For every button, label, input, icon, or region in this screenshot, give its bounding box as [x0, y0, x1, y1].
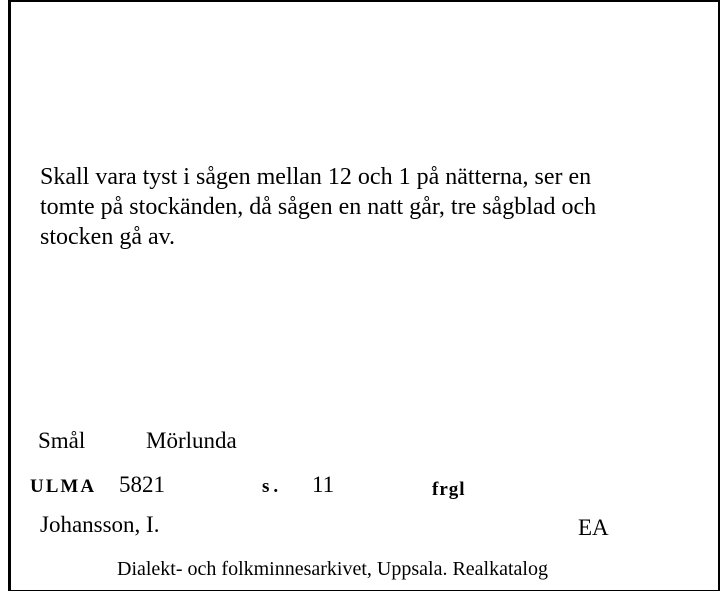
card-body-text [40, 162, 700, 252]
collector-name: Johansson, I. [40, 512, 160, 537]
page-number: 11 [312, 472, 335, 497]
body-line-2: tomte på stockänden, då sågen en natt går, tre sågblad och [40, 194, 597, 220]
archive-code: ULMA [30, 476, 97, 497]
body-line-3: stocken gå av. [40, 224, 176, 250]
parish-label: Mörlunda [146, 428, 237, 453]
region-label: Smål [38, 428, 86, 453]
page-prefix: s. [262, 476, 283, 497]
archive-number: 5821 [119, 472, 165, 497]
archive-footer: Dialekt- och folkminnesarkivet, Uppsala. Realkatalog [117, 558, 548, 580]
recorder-initials: EA [578, 515, 609, 540]
genre-code: frgl [432, 479, 466, 500]
card-border-top [10, 0, 720, 2]
body-line-1: Skall vara tyst i sågen mellan 12 och 1 på nätterna, ser en [40, 164, 592, 190]
card-border-left [8, 0, 11, 591]
